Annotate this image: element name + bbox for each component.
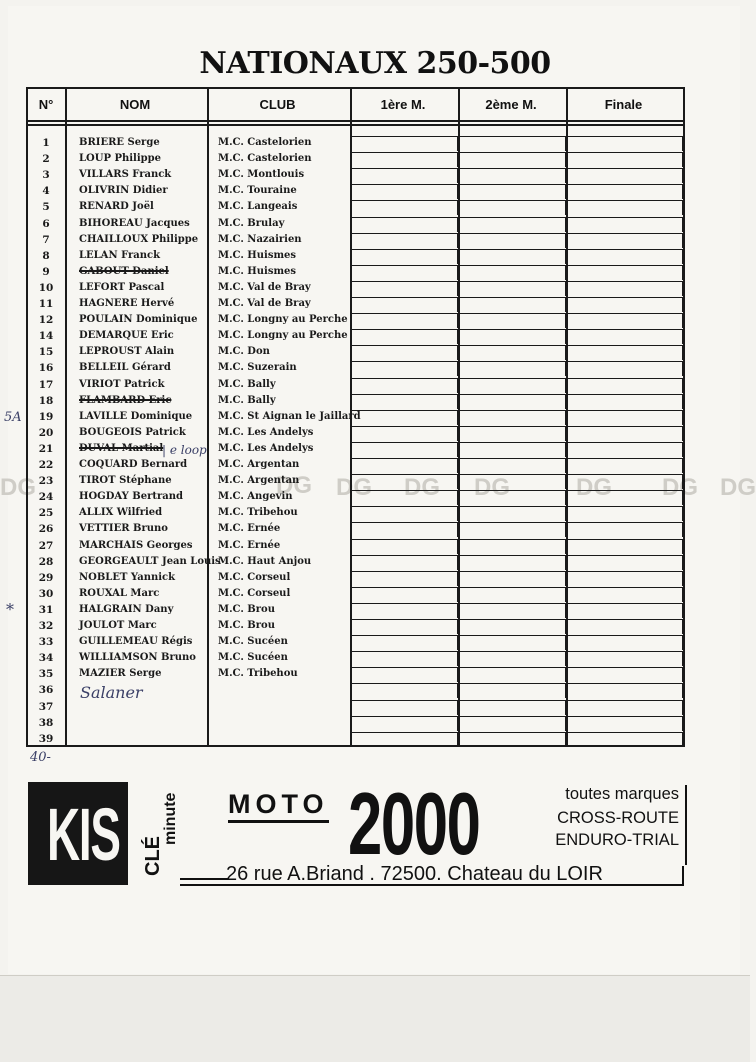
finale-cell (566, 506, 683, 521)
handwritten-name: Salaner (80, 683, 143, 702)
manche-1-cell (350, 619, 458, 634)
manche-1-cell (350, 522, 458, 537)
row-number: 18 (38, 394, 54, 407)
rider-name: RENARD Joël (79, 201, 154, 213)
table-row (28, 135, 683, 151)
table-row (28, 634, 683, 650)
table-row (28, 586, 683, 602)
finale-cell (566, 426, 683, 441)
table-row (28, 199, 683, 215)
table-row (28, 167, 683, 183)
rider-name: FLAMBARD Eric (79, 394, 172, 406)
rider-club: M.C. Ernée (218, 523, 281, 535)
row-number: 24 (38, 491, 54, 504)
rider-club: M.C. Huismes (218, 265, 297, 277)
manche-2-cell (458, 233, 566, 248)
table-row (28, 360, 683, 376)
row-number: 16 (38, 362, 54, 375)
manche-2-cell (458, 345, 566, 360)
manche-2-cell (458, 313, 566, 328)
row-number: 1 (42, 137, 50, 149)
manche-1-cell (350, 329, 458, 344)
table-row (28, 280, 683, 296)
table-row (28, 650, 683, 666)
manche-2-cell (458, 587, 566, 602)
row-number: 10 (38, 281, 54, 294)
row-number: 11 (38, 298, 54, 310)
manche-1-cell (350, 683, 458, 698)
row-number: 38 (38, 716, 54, 729)
manche-2-cell (458, 200, 566, 215)
manche-2-cell (458, 635, 566, 650)
finale-cell (566, 539, 683, 554)
table-row (28, 393, 683, 409)
manche-1-cell (350, 217, 458, 232)
finale-cell (566, 700, 683, 715)
row-number: 31 (38, 603, 54, 616)
manche-2-cell (458, 490, 566, 505)
manche-1-cell (350, 458, 458, 473)
ad-line-cross-route: CROSS-ROUTE (557, 809, 679, 827)
ghost-dg-mark: DG (662, 474, 698, 501)
table-row (28, 296, 683, 312)
ghost-dg-mark: DG (0, 474, 36, 501)
rider-name: BIHOREAU Jacques (79, 217, 190, 229)
manche-1-cell (350, 571, 458, 586)
finale-cell (566, 152, 683, 167)
moto-label: MOTO (228, 789, 329, 823)
manche-1-cell (350, 474, 458, 489)
row-number: 27 (38, 539, 54, 552)
rider-name: GUILLEMEAU Régis (79, 636, 193, 648)
rider-club: M.C. Brulay (218, 217, 285, 229)
rider-club: M.C. Angevin (218, 491, 293, 503)
manche-1-cell (350, 732, 458, 747)
rider-name: MARCHAIS Georges (79, 539, 193, 551)
finale-cell (566, 410, 683, 425)
rider-club: M.C. Touraine (218, 185, 297, 197)
row-number: 7 (42, 233, 50, 246)
row-number: 4 (42, 185, 50, 198)
rider-club: M.C. Langeais (218, 201, 298, 213)
table-row (28, 554, 683, 570)
finale-cell (566, 522, 683, 537)
rider-club: M.C. Suzerain (218, 362, 297, 374)
row-number: 21 (38, 442, 54, 455)
rider-club: M.C. Val de Bray (218, 298, 311, 309)
header-manche-2: 2ème M. (485, 97, 537, 112)
table-row (28, 570, 683, 586)
manche-2-cell (458, 603, 566, 618)
finale-cell (566, 683, 683, 698)
rider-club: M.C. Argentan (218, 475, 300, 487)
manche-1-cell (350, 313, 458, 328)
finale-cell (566, 442, 683, 457)
manche-1-cell (350, 539, 458, 554)
finale-cell (566, 555, 683, 570)
table-row (28, 377, 683, 393)
rider-name: HAGNERE Hervé (79, 298, 175, 309)
manche-2-cell (458, 297, 566, 312)
row-number: 29 (38, 571, 54, 584)
ghost-dg-mark: DG (720, 474, 756, 501)
rider-club: M.C. Castelorien (218, 153, 312, 165)
manche-1-cell (350, 233, 458, 248)
row-number: 37 (38, 700, 54, 713)
rider-club: M.C. Brou (218, 620, 275, 631)
rider-name: GABOUT Daniel (79, 265, 169, 277)
table-row (28, 731, 683, 747)
manche-2-cell (458, 700, 566, 715)
row-number: 32 (38, 620, 54, 632)
table-row (28, 409, 683, 425)
row-number: 30 (38, 587, 54, 600)
table-row (28, 312, 683, 328)
finale-cell (566, 474, 683, 489)
brands-box (507, 785, 687, 865)
finale-cell (566, 667, 683, 682)
rider-club: M.C. Ernée (218, 539, 281, 551)
manche-1-cell (350, 667, 458, 682)
manche-1-cell (350, 700, 458, 715)
manche-1-cell (350, 152, 458, 167)
manche-2-cell (458, 474, 566, 489)
finale-cell (566, 603, 683, 618)
finale-cell (566, 345, 683, 360)
handwritten-row-number: 40- (30, 750, 51, 765)
rider-club: M.C. St Aignan le Jaillard (218, 410, 361, 422)
finale-cell (566, 394, 683, 409)
rider-club: M.C. Corseul (218, 571, 291, 583)
table-row (28, 473, 683, 489)
manche-2-cell (458, 168, 566, 183)
scan-background (0, 975, 750, 1062)
table-row (28, 602, 683, 618)
finale-cell (566, 297, 683, 312)
table-row (28, 457, 683, 473)
table-row (28, 264, 683, 280)
rider-club: M.C. Tribehou (218, 507, 298, 519)
header-club: CLUB (259, 97, 296, 112)
row-number: 9 (42, 265, 50, 278)
header-finale: Finale (604, 97, 643, 112)
ghost-dg-mark: DG (404, 474, 440, 501)
table-row (28, 538, 683, 554)
row-number: 14 (38, 330, 54, 343)
finale-cell (566, 136, 683, 151)
manche-1-cell (350, 410, 458, 425)
moto-2000-number: 2000 (348, 774, 480, 873)
manche-1-cell (350, 361, 458, 376)
address-bracket (682, 866, 684, 886)
manche-1-cell (350, 265, 458, 280)
manche-2-cell (458, 184, 566, 199)
rider-name: LEPROUST Alain (79, 346, 175, 358)
manche-2-cell (458, 329, 566, 344)
manche-2-cell (458, 265, 566, 280)
finale-cell (566, 217, 683, 232)
row-number: 33 (38, 636, 54, 649)
row-number: 22 (38, 459, 54, 471)
manche-2-cell (458, 716, 566, 731)
manche-1-cell (350, 200, 458, 215)
manche-2-cell (458, 394, 566, 409)
row-number: 20 (38, 426, 54, 439)
rider-name: LELAN Franck (79, 249, 161, 261)
row-number: 17 (38, 378, 54, 391)
row-number: 36 (38, 684, 54, 697)
rider-club: M.C. Bally (218, 378, 276, 390)
rider-name: TIROT Stéphane (79, 475, 172, 487)
table-row (28, 489, 683, 505)
rider-name: HALGRAIN Dany (79, 603, 174, 615)
row-number: 28 (38, 555, 54, 568)
table-row (28, 216, 683, 232)
rider-name: JOULOT Marc (79, 620, 157, 631)
manche-2-cell (458, 683, 566, 698)
row-number: 26 (38, 523, 54, 536)
rider-name: VILLARS Franck (79, 169, 172, 181)
handwritten-margin-mark: * (6, 600, 14, 619)
rider-club: M.C. Tribehou (218, 668, 298, 680)
table-row (28, 505, 683, 521)
rider-club: M.C. Don (218, 346, 270, 358)
rider-name: OLIVRIN Didier (79, 185, 168, 197)
rider-club: M.C. Huismes (218, 249, 297, 261)
manche-2-cell (458, 281, 566, 296)
manche-1-cell (350, 136, 458, 151)
rider-club: M.C. Les Andelys (218, 426, 314, 438)
rider-name: LAVILLE Dominique (79, 410, 193, 422)
rider-name: BOUGEOIS Patrick (79, 426, 186, 438)
row-number: 19 (38, 410, 54, 423)
manche-1-cell (350, 603, 458, 618)
rider-club: M.C. Longny au Perche (218, 330, 348, 342)
row-number: 25 (38, 507, 54, 520)
rider-name: LOUP Philippe (79, 153, 161, 165)
rider-name: ALLIX Wilfried (79, 507, 163, 519)
rider-club: M.C. Bally (218, 394, 276, 406)
finale-cell (566, 732, 683, 747)
manche-1-cell (350, 442, 458, 457)
page-title: NATIONAUX 250-500 (199, 46, 551, 81)
rider-name: VIRIOT Patrick (79, 378, 165, 390)
rider-name: VETTIER Bruno (79, 523, 168, 535)
table-row (28, 248, 683, 264)
table-row (28, 618, 683, 634)
table-row (28, 715, 683, 731)
manche-2-cell (458, 152, 566, 167)
table-row (28, 344, 683, 360)
finale-cell (566, 184, 683, 199)
rider-name: NOBLET Yannick (79, 571, 176, 583)
rider-name: BELLEIL Gérard (79, 362, 171, 374)
manche-1-cell (350, 490, 458, 505)
manche-1-cell (350, 651, 458, 666)
rider-name: BRIERE Serge (79, 137, 160, 148)
manche-2-cell (458, 732, 566, 747)
ad-line-brands: toutes marques (565, 785, 679, 803)
rider-name: HOGDAY Bertrand (79, 491, 183, 503)
rider-club: M.C. Brou (218, 603, 275, 615)
manche-1-cell (350, 297, 458, 312)
manche-1-cell (350, 168, 458, 183)
finale-cell (566, 635, 683, 650)
ghost-dg-mark: DG (336, 474, 372, 501)
rider-name: LEFORT Pascal (79, 281, 165, 293)
rider-club: M.C. Corseul (218, 587, 291, 599)
manche-2-cell (458, 651, 566, 666)
finale-cell (566, 587, 683, 602)
rider-club: M.C. Montlouis (218, 169, 305, 181)
row-number: 39 (38, 732, 54, 745)
finale-cell (566, 281, 683, 296)
manche-2-cell (458, 571, 566, 586)
handwritten-margin-mark: 5A (4, 410, 22, 425)
manche-2-cell (458, 539, 566, 554)
header-manche-1: 1ère M. (380, 97, 426, 112)
table-row (28, 425, 683, 441)
rider-club: M.C. Longny au Perche (218, 314, 348, 326)
finale-cell (566, 168, 683, 183)
header-divider (28, 120, 683, 122)
row-number: 12 (38, 314, 54, 327)
finale-cell (566, 490, 683, 505)
rider-name: DUVAL Martial (79, 442, 164, 454)
manche-2-cell (458, 458, 566, 473)
rider-name: COQUARD Bernard (79, 459, 188, 470)
row-number: 23 (38, 475, 54, 488)
header-nom: NOM (119, 97, 151, 112)
header-num: N° (38, 97, 54, 112)
table-row (28, 183, 683, 199)
table-row (28, 151, 683, 167)
row-number: 2 (42, 153, 50, 166)
rider-name: GEORGEAULT Jean Louis (79, 555, 221, 567)
manche-2-cell (458, 249, 566, 264)
rider-club: M.C. Sucéen (218, 652, 288, 664)
kis-logo: KIS (47, 793, 120, 876)
table-row (28, 441, 683, 457)
manche-1-cell (350, 184, 458, 199)
rider-club: M.C. Argentan (218, 459, 300, 470)
manche-1-cell (350, 249, 458, 264)
table-row (28, 232, 683, 248)
row-number: 35 (38, 668, 54, 681)
finale-cell (566, 233, 683, 248)
finale-cell (566, 619, 683, 634)
manche-1-cell (350, 716, 458, 731)
manche-2-cell (458, 426, 566, 441)
manche-2-cell (458, 667, 566, 682)
manche-2-cell (458, 555, 566, 570)
rider-name: WILLIAMSON Bruno (79, 652, 196, 664)
rider-name: DEMARQUE Eric (79, 330, 174, 342)
manche-2-cell (458, 522, 566, 537)
finale-cell (566, 716, 683, 731)
manche-2-cell (458, 378, 566, 393)
row-number: 34 (38, 652, 54, 665)
finale-cell (566, 378, 683, 393)
ad-line-enduro-trial: ENDURO-TRIAL (555, 831, 679, 849)
finale-cell (566, 249, 683, 264)
manche-2-cell (458, 361, 566, 376)
rider-club: M.C. Sucéen (218, 636, 288, 648)
manche-1-cell (350, 426, 458, 441)
rider-name: POULAIN Dominique (79, 314, 198, 326)
manche-1-cell (350, 394, 458, 409)
table-row (28, 521, 683, 537)
finale-cell (566, 361, 683, 376)
finale-cell (566, 571, 683, 586)
manche-1-cell (350, 555, 458, 570)
cle-minute-label (140, 790, 180, 880)
row-number: 8 (42, 249, 50, 262)
manche-1-cell (350, 635, 458, 650)
table-row (28, 666, 683, 682)
row-number: 5 (42, 201, 50, 214)
rider-name: MAZIER Serge (79, 668, 162, 680)
rider-club: M.C. Haut Anjou (218, 555, 312, 567)
rider-name: CHAILLOUX Philippe (79, 233, 199, 245)
manche-1-cell (350, 506, 458, 521)
rider-club: M.C. Val de Bray (218, 281, 311, 293)
rider-club: M.C. Les Andelys (218, 442, 314, 454)
ad-underline (180, 878, 228, 880)
manche-2-cell (458, 410, 566, 425)
finale-cell (566, 200, 683, 215)
manche-1-cell (350, 378, 458, 393)
table-row (28, 328, 683, 344)
rider-club: M.C. Nazairien (218, 233, 302, 245)
manche-2-cell (458, 442, 566, 457)
finale-cell (566, 651, 683, 666)
manche-1-cell (350, 587, 458, 602)
finale-cell (566, 313, 683, 328)
address-underline (180, 884, 683, 886)
manche-1-cell (350, 345, 458, 360)
show-through-text: — — — (545, 79, 595, 95)
shop-address: 26 rue A.Briand . 72500. Chateau du LOIR (226, 863, 603, 885)
row-number: 3 (42, 169, 50, 182)
ghost-dg-mark: DG (276, 472, 312, 499)
ghost-dg-mark: DG (576, 474, 612, 501)
finale-cell (566, 458, 683, 473)
ghost-dg-mark: DG (474, 474, 510, 501)
manche-2-cell (458, 136, 566, 151)
manche-2-cell (458, 619, 566, 634)
manche-2-cell (458, 506, 566, 521)
cle-text: CLÉ (142, 836, 164, 876)
manche-1-cell (350, 281, 458, 296)
handwritten-note: | e loop (162, 443, 207, 457)
manche-2-cell (458, 217, 566, 232)
row-number: 6 (42, 217, 50, 230)
rider-club: M.C. Castelorien (218, 137, 312, 148)
row-number: 15 (38, 346, 54, 359)
finale-cell (566, 265, 683, 280)
rider-name: ROUXAL Marc (79, 587, 160, 599)
minute-text: minute (162, 792, 179, 845)
finale-cell (566, 329, 683, 344)
header-divider (28, 124, 683, 126)
